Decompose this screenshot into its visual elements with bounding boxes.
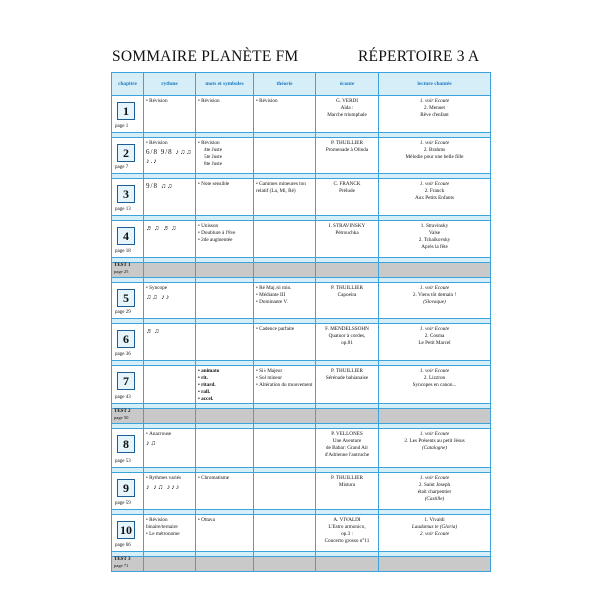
test-page: page 25 xyxy=(114,268,129,274)
lecture-item: 2. Franck xyxy=(424,188,445,195)
test-empty-cell xyxy=(144,409,196,424)
ecoute-composer: A. VIVALDI xyxy=(333,517,361,524)
chapter-page: page 59 xyxy=(115,501,131,507)
theorie-cell xyxy=(254,429,316,468)
ecoute-cell xyxy=(316,179,379,216)
lecture-cell xyxy=(379,366,491,404)
chapter-row xyxy=(112,515,491,552)
chapter-cell xyxy=(112,473,144,510)
chapter-page: page 18 xyxy=(115,249,131,255)
lecture-cell xyxy=(379,429,491,468)
rhythm-notation: ♪ ♪♫ ♪♪♪ xyxy=(146,483,181,492)
chapter-cell xyxy=(112,366,144,404)
theorie-item: • Gammes mineures ton relatif (La, Mi, Ré) xyxy=(256,181,313,195)
chapter-row xyxy=(112,283,491,319)
rythme-item: • Révision xyxy=(146,140,193,147)
mots-cell xyxy=(196,96,254,133)
test-row xyxy=(112,409,491,424)
ecoute-cell xyxy=(316,221,379,258)
lecture-cell xyxy=(379,138,491,174)
theorie-cell xyxy=(254,96,316,133)
mots-item: • ritard. xyxy=(198,382,251,389)
rythme-cell xyxy=(144,324,196,361)
rythme-cell xyxy=(144,221,196,258)
mots-cell xyxy=(196,179,254,216)
ecoute-work: de Babar: Grand Air xyxy=(325,445,369,452)
ecoute-work: L'Estro armonico, xyxy=(328,524,366,531)
ecoute-work: Marche triomphale xyxy=(327,112,367,119)
test-empty-cell xyxy=(144,557,196,572)
test-label-cell xyxy=(112,409,144,424)
test-empty-cell xyxy=(254,557,316,572)
lecture-item: 2. Tchaïkovsky xyxy=(418,237,451,244)
chapter-number: 3 xyxy=(117,185,135,203)
lecture-item: 1. Stravinsky xyxy=(420,223,449,229)
lecture-cell xyxy=(379,179,491,216)
lecture-cell xyxy=(379,473,491,510)
lecture-cell xyxy=(379,283,491,319)
test-empty-cell xyxy=(316,557,379,572)
test-label-cell xyxy=(112,557,144,572)
theorie-item: • Médiante III xyxy=(256,292,313,299)
theorie-item: • Sol mineur xyxy=(256,375,313,382)
mots-item: • Note sensible xyxy=(198,181,251,188)
chapter-page: page 43 xyxy=(115,395,131,401)
chapter-row xyxy=(112,429,491,468)
rhythm-notation: ♫♫ ♪♪ xyxy=(146,293,171,302)
chapter-row xyxy=(112,138,491,174)
rythme-item: • Révision binaire/ternaire xyxy=(146,517,193,531)
lecture-item: (Slovaque) xyxy=(423,299,446,306)
lecture-item: 1. voir Ecoute xyxy=(419,98,450,104)
lecture-item: Laudamus te (Gloria) xyxy=(411,524,458,531)
rythme-cell xyxy=(144,96,196,133)
rythme-item: • Rythmes variés xyxy=(146,475,193,482)
lecture-item: Syncopes en canon... xyxy=(412,382,457,389)
theorie-item: • Ré Maj./si min. xyxy=(256,285,313,292)
ecoute-cell xyxy=(316,324,379,361)
chapter-cell xyxy=(112,515,144,552)
chapter-number: 2 xyxy=(117,144,135,162)
ecoute-cell xyxy=(316,515,379,552)
lecture-item: 1. voir Ecoute xyxy=(419,181,450,187)
mots-cell xyxy=(196,221,254,258)
theorie-item: • Cadence parfaite xyxy=(256,326,313,333)
ecoute-composer: P. THUILLIER xyxy=(331,475,363,482)
rythme-cell xyxy=(144,429,196,468)
chapter-cell xyxy=(112,138,144,174)
test-label: TEST 1 xyxy=(114,263,131,268)
chapter-number: 6 xyxy=(117,330,135,348)
chapter-number: 8 xyxy=(117,435,135,453)
test-empty-cell xyxy=(254,263,316,278)
chapter-number: 1 xyxy=(117,102,135,120)
mots-item: • Unisson xyxy=(198,223,251,230)
ecoute-work: Aïda : xyxy=(340,105,354,112)
chapter-page: page 66 xyxy=(115,543,131,549)
lecture-item: (Castille) xyxy=(424,496,445,503)
ecoute-work: Pétrouchka xyxy=(335,230,359,237)
theorie-cell xyxy=(254,179,316,216)
ecoute-cell xyxy=(316,429,379,468)
test-empty-cell xyxy=(379,263,491,278)
rythme-item: • Le métronome xyxy=(146,531,193,538)
col-header-rythme: rythme xyxy=(144,73,196,96)
theorie-cell xyxy=(254,283,316,319)
theorie-item: • Révision xyxy=(256,98,313,105)
test-empty-cell xyxy=(196,557,254,572)
lecture-item: 2. Cosma xyxy=(424,333,445,340)
col-header-theorie: théorie xyxy=(254,73,316,96)
lecture-item: Mélodie pour une belle fille xyxy=(405,154,464,161)
theorie-item: • Dominante V. xyxy=(256,299,313,306)
theorie-cell xyxy=(254,473,316,510)
mots-cell xyxy=(196,429,254,468)
lecture-cell xyxy=(379,515,491,552)
ecoute-work: Quatuor à cordes, xyxy=(328,333,366,340)
mots-item: • Révision xyxy=(198,98,251,105)
lecture-item: 2. Menuet xyxy=(423,105,446,112)
lecture-item: 2. Lizzron xyxy=(423,375,446,382)
mots-cell xyxy=(196,473,254,510)
mots-cell xyxy=(196,366,254,404)
ecoute-work: Mistura xyxy=(338,482,356,489)
mots-cell xyxy=(196,283,254,319)
mots-item: • Révision xyxy=(198,140,251,147)
theorie-cell xyxy=(254,221,316,258)
chapter-row xyxy=(112,366,491,404)
ecoute-work: op.81 xyxy=(341,340,353,347)
mots-cell xyxy=(196,138,254,174)
chapter-page: page 7 xyxy=(115,165,129,171)
lecture-item: Le Petit Marcel xyxy=(418,340,451,347)
col-header-lecture: lecture chantée xyxy=(379,73,491,96)
mots-item: • rall. xyxy=(198,389,251,396)
mots-item: 8te Juste xyxy=(204,161,223,168)
rythme-item: • Syncope xyxy=(146,285,193,292)
lecture-item: 1. voir Ecoute xyxy=(419,475,450,482)
chapter-row xyxy=(112,324,491,361)
lecture-item: 1. voir Ecoute xyxy=(419,285,450,291)
mots-item: • accel. xyxy=(198,396,251,403)
lecture-item: 1. voir Ecoute xyxy=(419,368,450,374)
chapter-number: 10 xyxy=(117,521,135,539)
lecture-item: 1. voir Ecoute xyxy=(419,431,450,438)
chapter-cell xyxy=(112,324,144,361)
ecoute-composer: G. VERDI xyxy=(335,98,359,104)
theorie-item: • Altération du mouvement xyxy=(256,382,313,389)
test-row xyxy=(112,263,491,278)
ecoute-work: op.3 : xyxy=(341,531,353,538)
ecoute-work: Sérénade bahianaise xyxy=(325,375,369,382)
ecoute-work: Prélude xyxy=(339,188,355,195)
rhythm-notation: ♬♫ ♬♫ xyxy=(146,224,178,232)
theorie-cell xyxy=(254,366,316,404)
test-label-cell xyxy=(112,263,144,278)
rhythm-notation: ♬♫ xyxy=(146,327,161,335)
theorie-cell xyxy=(254,515,316,552)
lecture-item: Après la fête xyxy=(421,244,448,251)
rythme-cell xyxy=(144,179,196,216)
lecture-cell xyxy=(379,96,491,133)
lecture-item: 2. voir Ecoute xyxy=(419,531,450,538)
lecture-cell xyxy=(379,221,491,258)
mots-item: • 2de augmentée xyxy=(198,237,251,244)
ecoute-cell xyxy=(316,473,379,510)
col-header-ecoute: écoute xyxy=(316,73,379,96)
mots-item: • Doublure à l'8ve xyxy=(198,230,251,237)
test-label: TEST 3 xyxy=(114,557,131,563)
lecture-item: Valse xyxy=(428,230,441,237)
test-empty-cell xyxy=(254,409,316,424)
rythme-cell xyxy=(144,138,196,174)
chapter-row xyxy=(112,221,491,258)
ecoute-cell xyxy=(316,366,379,404)
test-page: page 50 xyxy=(114,414,129,420)
chapter-page: page 29 xyxy=(115,310,131,316)
ecoute-cell xyxy=(316,283,379,319)
theorie-cell xyxy=(254,324,316,361)
chapter-page: page 36 xyxy=(115,352,131,358)
rythme-cell xyxy=(144,366,196,404)
chapter-cell xyxy=(112,429,144,468)
rhythm-notation: ♪♫ xyxy=(146,439,157,448)
chapter-page: page 13 xyxy=(115,207,131,213)
lecture-item: 2. Viens tôt demain ! xyxy=(412,292,457,299)
test-empty-cell xyxy=(196,263,254,278)
test-page: page 71 xyxy=(114,562,129,568)
test-empty-cell xyxy=(379,557,491,572)
test-row xyxy=(112,557,491,572)
repertoire-title: RÉPERTOIRE 3 A xyxy=(358,48,480,65)
ecoute-composer: P. VELLONES xyxy=(331,431,363,438)
chapter-cell xyxy=(112,283,144,319)
lecture-item: 2. Brahms xyxy=(423,147,446,154)
ecoute-composer: F. MENDELSSOHN xyxy=(325,326,369,332)
chapter-row xyxy=(112,473,491,510)
mots-cell xyxy=(196,324,254,361)
ecoute-composer: C. FRANCK xyxy=(333,181,361,187)
mots-item: • rit. xyxy=(198,375,251,382)
mots-item: 4te Juste xyxy=(204,147,223,154)
chapter-page: page 53 xyxy=(115,459,131,465)
ecoute-composer: I. STRAVINSKY xyxy=(328,223,366,229)
lecture-item: 2. Les Présents au petit Jésus xyxy=(404,438,465,445)
rythme-cell xyxy=(144,473,196,510)
ecoute-composer: P. THUILLIER xyxy=(331,368,363,374)
summary-table-container xyxy=(111,72,490,569)
test-label: TEST 2 xyxy=(114,409,131,415)
col-header-chapitre: chapitre xyxy=(112,73,144,96)
lecture-item: 1. voir Ecoute xyxy=(419,326,450,332)
lecture-item: 1. Vivaldi xyxy=(424,517,445,524)
chapter-number: 9 xyxy=(117,479,135,497)
chapter-row xyxy=(112,96,491,133)
test-empty-cell xyxy=(316,409,379,424)
chapter-cell xyxy=(112,96,144,133)
lecture-item: Aux Petits Enfants xyxy=(415,195,454,202)
mots-cell xyxy=(196,515,254,552)
lecture-item: (Catalogne) xyxy=(421,445,448,452)
lecture-item: Rêve d'enfant xyxy=(420,112,449,119)
rythme-cell xyxy=(144,283,196,319)
ecoute-composer: P. THUILLIER xyxy=(331,285,363,291)
ecoute-work: d'Adrienne l'autruche xyxy=(324,452,370,459)
rythme-cell xyxy=(144,515,196,552)
chapter-row xyxy=(112,179,491,216)
page-title: SOMMAIRE PLANÈTE FM xyxy=(112,48,299,65)
theorie-cell xyxy=(254,138,316,174)
ecoute-cell xyxy=(316,138,379,174)
ecoute-work: Capoeira xyxy=(337,292,357,299)
test-empty-cell xyxy=(379,409,491,424)
col-header-mots: mots et symboles xyxy=(196,73,254,96)
mots-item: • animato xyxy=(198,368,251,375)
test-empty-cell xyxy=(144,263,196,278)
ecoute-composer: P. THUILLIER xyxy=(331,140,363,146)
rythme-item: • Anacrouse xyxy=(146,431,193,438)
lecture-item: était charpentier xyxy=(417,489,452,496)
chapter-number: 7 xyxy=(117,372,135,390)
chapter-number: 4 xyxy=(117,227,135,245)
ecoute-work: Promenade à Olinda xyxy=(325,147,369,154)
chapter-number: 5 xyxy=(117,289,135,307)
lecture-cell xyxy=(379,324,491,361)
mots-item: • Ottava xyxy=(198,517,251,524)
ecoute-work: Concerto grosso n°11 xyxy=(324,538,370,545)
chapter-cell xyxy=(112,221,144,258)
ecoute-work: Une Aventure xyxy=(332,438,362,445)
table-header-row xyxy=(112,73,491,96)
lecture-item: 2. Saint Joseph xyxy=(418,482,451,489)
lecture-item: 1. voir Ecoute xyxy=(419,140,450,146)
mots-item: 5te Juste xyxy=(204,154,223,161)
chapter-page: page 1 xyxy=(115,124,129,130)
chapter-cell xyxy=(112,179,144,216)
rythme-item: • Révision xyxy=(146,98,193,105)
rhythm-notation: 6/8 9/8 ♪♫♫ ♪.♪ xyxy=(146,148,193,166)
test-empty-cell xyxy=(316,263,379,278)
summary-table xyxy=(111,72,491,572)
rhythm-notation: 9/8 ♫♫ xyxy=(146,182,174,190)
test-empty-cell xyxy=(196,409,254,424)
ecoute-cell xyxy=(316,96,379,133)
mots-item: • Chromatisme xyxy=(198,475,251,482)
theorie-item: • Si♭ Majeur xyxy=(256,368,313,375)
